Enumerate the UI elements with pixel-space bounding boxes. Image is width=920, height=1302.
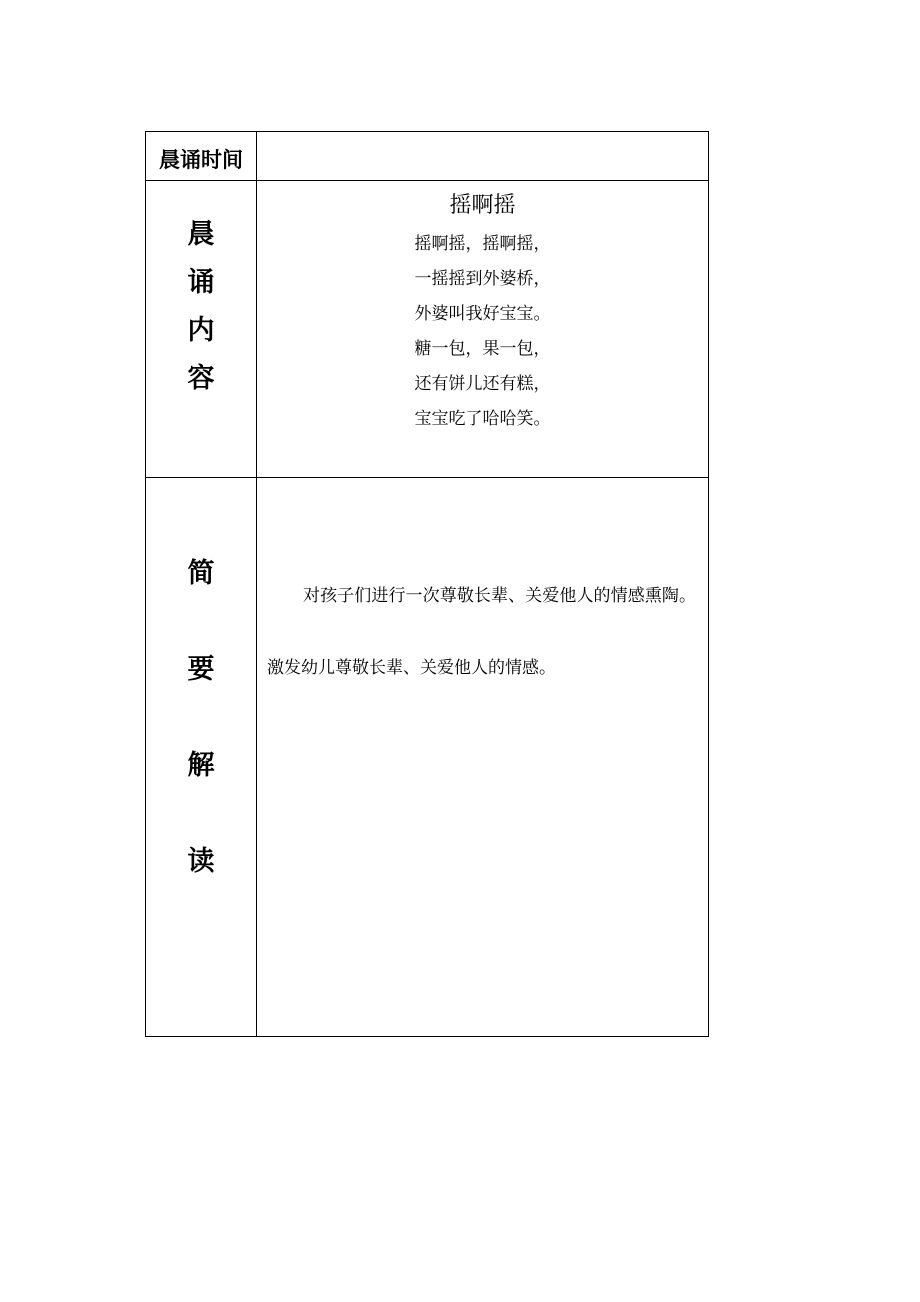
summary-label-char: 要 bbox=[187, 654, 215, 685]
time-row bbox=[146, 132, 708, 181]
poem-line: 摇啊摇，摇啊摇， bbox=[414, 234, 551, 254]
summary-label-char: 解 bbox=[187, 750, 215, 781]
poem-title: 摇啊摇 bbox=[449, 193, 516, 218]
poem-line: 宝宝吃了哈哈笑。 bbox=[414, 409, 551, 429]
content-label-char: 内 bbox=[187, 315, 215, 346]
poem-line: 糖一包，果一包， bbox=[414, 339, 551, 359]
summary-label-char: 读 bbox=[187, 846, 215, 877]
poem bbox=[257, 189, 708, 437]
content-label-char: 容 bbox=[187, 363, 215, 394]
poem-line: 外婆叫我好宝宝。 bbox=[414, 304, 551, 324]
time-label: 晨诵时间 bbox=[159, 148, 243, 172]
content-label-cell bbox=[146, 181, 257, 477]
summary-label bbox=[146, 550, 256, 934]
poem-line: 一摇摇到外婆桥， bbox=[414, 269, 551, 289]
content-label-char: 晨 bbox=[187, 219, 215, 250]
summary-row bbox=[146, 478, 708, 1036]
time-label-cell bbox=[146, 132, 257, 180]
poem-cell bbox=[257, 181, 708, 477]
content-label-char: 诵 bbox=[187, 267, 215, 298]
morning-recitation-table bbox=[145, 131, 709, 1037]
summary-text: 对孩子们进行一次尊敬长辈、关爱他人的情感熏陶。激发幼儿尊敬长辈、关爱他人的情感。 bbox=[267, 586, 696, 678]
time-value-cell bbox=[257, 132, 708, 180]
poem-line: 还有饼儿还有糕， bbox=[414, 374, 551, 394]
summary-label-char: 简 bbox=[187, 558, 215, 589]
content-row bbox=[146, 181, 708, 478]
content-label bbox=[146, 211, 256, 403]
summary-label-cell bbox=[146, 478, 257, 1036]
summary-cell bbox=[257, 478, 708, 1036]
